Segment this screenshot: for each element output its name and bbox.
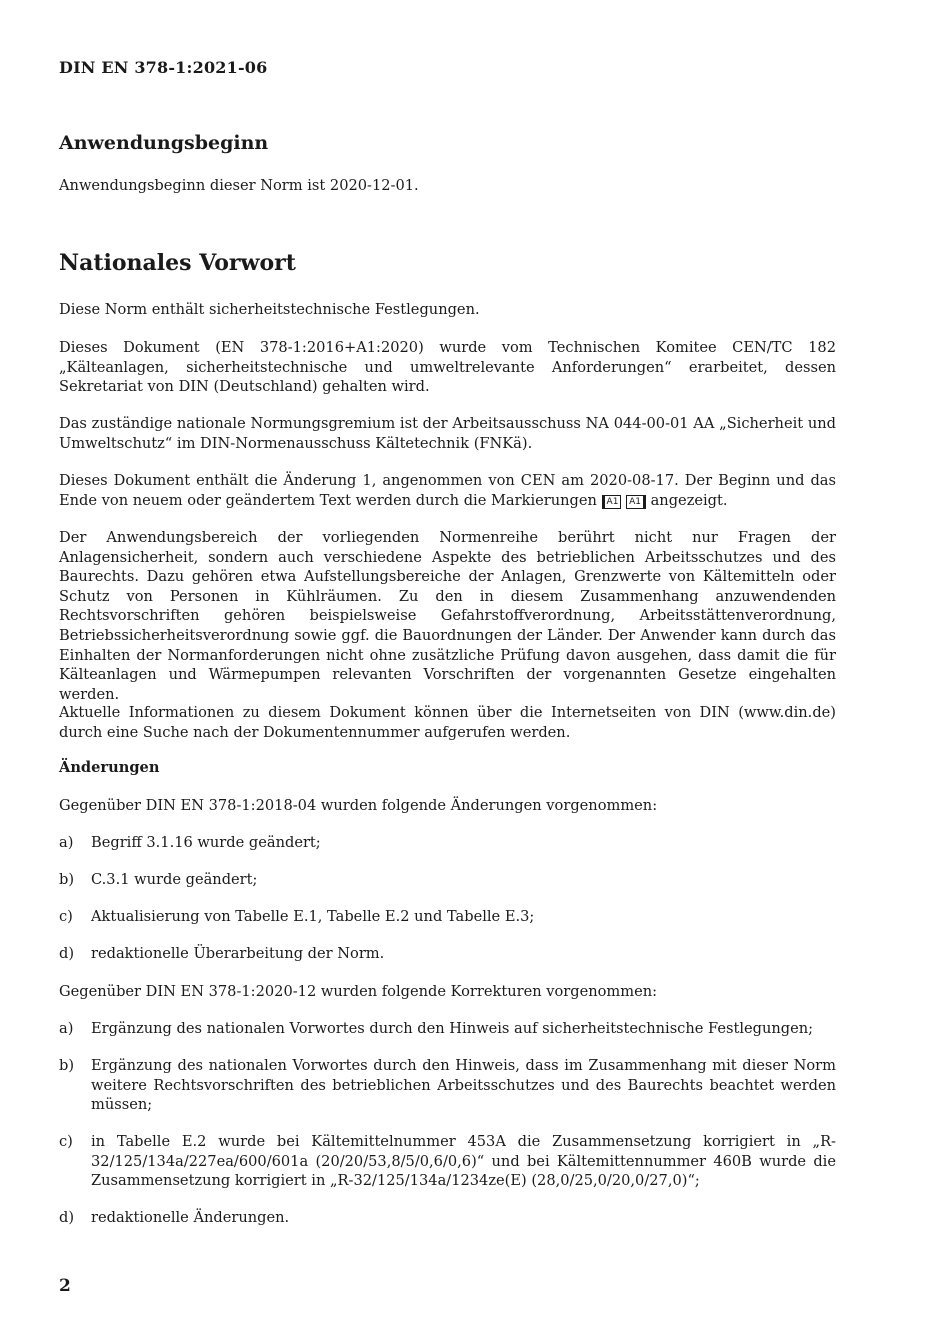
- aenderungen-intro-1: Gegenüber DIN EN 378-1:2018-04 wurden folgende Änderungen vorgenommen:: [59, 797, 658, 814]
- list-item-text: in Tabelle E.2 wurde bei Kältemittelnummer 453A die Zusammensetzung korrigiert in „R-32/125/134a/227ea/600/601a (20/20/53,8/5/0,6/0,6)“ und bei Kältemittennummer 460B wurde die Zusammensetzung korrigiert in „R-32/125/134a/1234ze(E) (28,0/25,0/20,0/27,0)“;: [91, 1133, 836, 1190]
- list-item-text: C.3.1 wurde geändert;: [91, 871, 258, 888]
- paragraph-4-text-start: Dieses Dokument enthält die Änderung 1, angenommen von CEN am 2020-08-17. Der Beginn und das Ende von neuem oder geändertem Text werden durch die Markierungen: [59, 472, 836, 509]
- vorwort-paragraph-2: Dieses Dokument (EN 378-1:2016+A1:2020) wurde vom Technischen Komitee CEN/TC 182 „Kälteanlagen, sicherheitstechnische und umweltrelevante Anforderungen“ erarbeitet, dessen Sekretariat von DIN (Deutschland) gehalten wird.: [59, 339, 836, 396]
- list-item-label: a): [59, 834, 74, 851]
- amendment-end-marker-icon: A1: [626, 495, 646, 509]
- document-id: DIN EN 378-1:2021-06: [59, 58, 268, 77]
- list-item-text: Ergänzung des nationalen Vorwortes durch den Hinweis, dass im Zusammenhang mit dieser Norm weitere Rechtsvorschriften des betrieblichen Arbeitsschutzes und des Baurechts beachtet werden müssen;: [91, 1057, 836, 1114]
- vorwort-paragraph-1: Diese Norm enthält sicherheitstechnische Festlegungen.: [59, 301, 480, 318]
- list-item-text: Ergänzung des nationalen Vorwortes durch den Hinweis auf sicherheitstechnische Festlegungen;: [91, 1020, 814, 1037]
- vorwort-paragraph-5: Der Anwendungsbereich der vorliegenden Normenreihe berührt nicht nur Fragen der Anlagensicherheit, sondern auch verschiedene Aspekte des betrieblichen Arbeitsschutzes und des Baurechts. Dazu gehören etwa Aufstellungsbereiche der Anlagen, Grenzwerte von Kältemitteln oder Schutz von Personen in Kühlräumen. Zu den in diesem Zusammenhang anzuwendenden Rechtsvorschriften gehören beispielsweise Gefahrstoffverordnung, Arbeitsstättenverordnung, Betriebssicherheitsverordnung sowie ggf. die Bauordnungen der Länder. Der Anwender kann durch das Einhalten der Normanforderungen nicht ohne zusätzliche Prüfung davon ausgehen, dass damit die für Kälteanlagen und Wärmepumpen relevanten Vorschriften der vorgenannten Gesetze eingehalten werden.: [59, 529, 836, 703]
- list-item: [59, 944, 836, 964]
- list-item: [59, 1208, 836, 1228]
- anwendungsbeginn-text: Anwendungsbeginn dieser Norm ist 2020-12-01.: [59, 177, 419, 194]
- list-item: [59, 833, 836, 853]
- list-item-label: a): [59, 1020, 74, 1037]
- list-item-label: d): [59, 945, 75, 962]
- list-item-label: b): [59, 1057, 75, 1074]
- section-title-vorwort: Nationales Vorwort: [59, 250, 296, 276]
- list-item: [59, 907, 836, 927]
- list-item-text: redaktionelle Änderungen.: [91, 1209, 290, 1226]
- list-item: [59, 1056, 836, 1115]
- list-item: [59, 870, 836, 890]
- section-title-anwendungsbeginn: Anwendungsbeginn: [59, 132, 269, 154]
- list-item-text: Begriff 3.1.16 wurde geändert;: [91, 834, 321, 851]
- vorwort-paragraph-4: [59, 471, 836, 510]
- list-item-text: redaktionelle Überarbeitung der Norm.: [91, 945, 385, 962]
- aenderungen-intro-2: Gegenüber DIN EN 378-1:2020-12 wurden folgende Korrekturen vorgenommen:: [59, 983, 658, 1000]
- list-item-label: c): [59, 1133, 73, 1150]
- page-number: 2: [59, 1276, 71, 1296]
- list-item: [59, 1019, 836, 1039]
- list-item-label: c): [59, 908, 73, 925]
- list-item-label: d): [59, 1209, 75, 1226]
- section-title-aenderungen: Änderungen: [59, 759, 160, 776]
- vorwort-paragraph-6: Aktuelle Informationen zu diesem Dokument können über die Internetseiten von DIN (www.din.de) durch eine Suche nach der Dokumentennummer aufgerufen werden.: [59, 704, 836, 741]
- list-item: [59, 1132, 836, 1191]
- vorwort-paragraph-3: Das zuständige nationale Normungsgremium ist der Arbeitsausschuss NA 044-00-01 AA „Sicherheit und Umweltschutz“ im DIN-Normenausschuss Kältetechnik (FNKä).: [59, 415, 836, 452]
- list-item-label: b): [59, 871, 75, 888]
- amendment-start-marker-icon: A1: [602, 495, 622, 509]
- list-item-text: Aktualisierung von Tabelle E.1, Tabelle E.2 und Tabelle E.3;: [91, 908, 535, 925]
- paragraph-4-text-end: angezeigt.: [650, 491, 728, 509]
